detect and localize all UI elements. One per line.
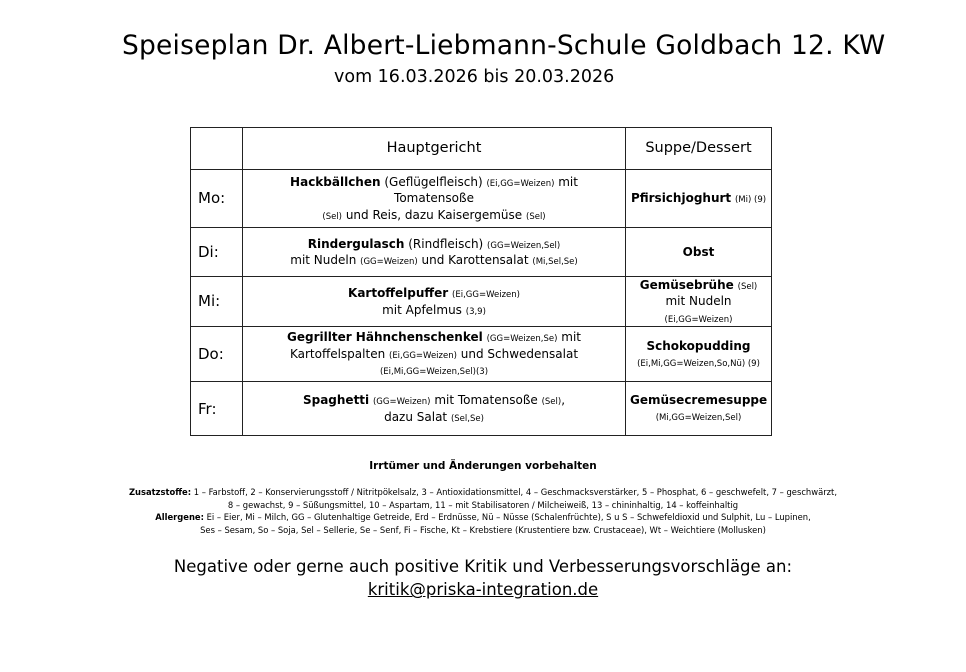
main-dish-text: (Mi,Sel,Se) xyxy=(532,257,578,267)
main-dish-text: und Karottensalat xyxy=(417,253,533,267)
day-label: Fr: xyxy=(191,382,243,436)
soup-dessert-text: (Ei,GG=Weizen) xyxy=(664,314,733,325)
main-dish-text: Spaghetti xyxy=(302,393,370,408)
main-dish-text: Kartoffelpuffer xyxy=(348,286,449,301)
menu-row xyxy=(191,228,772,277)
soup-dessert-text: (Mi) (9) xyxy=(734,195,767,206)
soup-dessert-text: Obst xyxy=(682,244,715,259)
menu-row xyxy=(191,277,772,327)
soup-dessert-cell xyxy=(626,170,772,228)
allergens-legend xyxy=(40,511,926,524)
main-dish-text: (GG=Weizen,Sel) xyxy=(487,240,561,251)
menu-row xyxy=(191,382,772,436)
main-dish-text: (Ei,GG=Weizen) xyxy=(452,290,520,301)
menu-row xyxy=(191,170,772,228)
column-header-day xyxy=(191,128,243,170)
allergens-text: Ei – Eier, Mi – Milch, GG – Glutenhaltige Getreide, Erd – Erdnüsse, Nü – Nüsse (Schalenfrüchte), S u S – Schwefeldioxid und Sulphit, Lu – Lupinen, xyxy=(203,512,811,523)
menu-table xyxy=(190,127,772,436)
main-dish-text: und Reis, dazu Kaisergemüse xyxy=(342,207,526,222)
main-dish-text: dazu Salat xyxy=(384,409,451,424)
allergens-text-2: Ses – Sesam, So – Soja, Sel – Sellerie, Se – Senf, Fi – Fische, Kt – Krebstiere (Krustentiere bzw. Crustaceae), Wt – Weichtiere (Mollusken) xyxy=(200,524,766,535)
main-dish-text: Hackbällchen xyxy=(290,174,381,189)
soup-dessert-cell xyxy=(626,228,772,277)
main-dish-text: , xyxy=(561,393,566,408)
main-dish-text: mit xyxy=(557,330,581,345)
soup-dessert-text: (Ei,Mi,GG=Weizen,So,Nü) (9) xyxy=(637,358,760,369)
main-dish-cell xyxy=(243,382,626,436)
allergens-label: Allergene: xyxy=(155,512,204,523)
main-dish-text: (GG=Weizen) xyxy=(360,257,418,267)
column-header-side: Suppe/Dessert xyxy=(626,128,772,170)
main-dish-text: (Ei,GG=Weizen) xyxy=(389,350,457,361)
main-dish-text: (3,9) xyxy=(465,306,486,317)
main-dish-text: (GG=Weizen,Se) xyxy=(486,334,558,345)
day-label: Di: xyxy=(191,228,243,277)
main-dish-text: mit Nudeln xyxy=(290,253,361,267)
day-label: Do: xyxy=(191,327,243,382)
soup-dessert-cell xyxy=(626,277,772,327)
additives-label: Zusatzstoffe: xyxy=(128,487,192,497)
main-dish-text: und Schwedensalat xyxy=(456,346,579,361)
main-dish-text: mit Tomatensoße xyxy=(430,393,542,408)
feedback-email-link[interactable]: kritik@priska-integration.de xyxy=(367,580,599,600)
main-dish-text: (Geflügelfleisch) xyxy=(380,174,487,189)
day-label: Mo: xyxy=(191,170,243,228)
main-dish-text: mit Apfelmus xyxy=(382,302,466,317)
main-dish-cell xyxy=(243,228,626,277)
soup-dessert-text: (Sel) xyxy=(737,282,758,292)
main-dish-text: mit Tomatensoße xyxy=(394,174,578,206)
additives-legend xyxy=(40,486,926,499)
soup-dessert-cell xyxy=(626,382,772,436)
additives-text: 1 – Farbstoff, 2 – Konservierungsstoff / Nitritpökelsalz, 3 – Antioxidationsmittel, 4 – Geschmacksverstärker, 5 – Phosphat, 6 – geschwefelt, 7 – geschwärzt, xyxy=(191,487,837,497)
day-label: Mi: xyxy=(191,277,243,327)
soup-dessert-text: Pfirsichjoghurt xyxy=(630,191,732,206)
main-dish-text: Gegrillter Hähnchenschenkel xyxy=(287,330,483,345)
main-dish-text: (Ei,Mi,GG=Weizen,Sel)(3) xyxy=(379,367,489,378)
page-title: Speiseplan Dr. Albert-Liebmann-Schule Goldbach 12. KW xyxy=(122,30,886,61)
additives-text-2: 8 – gewachst, 9 – Süßungsmittel, 10 – Aspartam, 11 – mit Stabilisatoren / Milcheiweiß, 13 – chininhaltig, 14 – koffeinhaltig xyxy=(227,499,739,510)
disclaimer-note: Irrtümer und Änderungen vorbehalten xyxy=(369,460,597,472)
feedback-block xyxy=(0,555,966,602)
main-dish-cell xyxy=(243,277,626,327)
main-dish-text: Rindergulasch xyxy=(307,236,405,251)
soup-dessert-text: Gemüsecremesuppe xyxy=(630,393,768,408)
column-header-main: Hauptgericht xyxy=(243,128,626,170)
main-dish-cell xyxy=(243,170,626,228)
main-dish-text: (Ei,GG=Weizen) xyxy=(486,178,555,189)
soup-dessert-text: Gemüsebrühe xyxy=(639,278,734,292)
table-header-row xyxy=(191,128,772,170)
feedback-text: Negative oder gerne auch positive Kritik und Verbesserungsvorschläge an: xyxy=(173,557,793,576)
soup-dessert-text: mit Nudeln xyxy=(665,294,732,309)
main-dish-text: (Sel) xyxy=(541,397,562,408)
legend xyxy=(40,486,926,536)
main-dish-text: (GG=Weizen) xyxy=(372,397,431,408)
soup-dessert-text: (Mi,GG=Weizen,Sel) xyxy=(655,413,742,424)
main-dish-text: (Sel) xyxy=(526,211,546,222)
menu-row xyxy=(191,327,772,382)
date-range: vom 16.03.2026 bis 20.03.2026 xyxy=(334,67,615,87)
main-dish-cell xyxy=(243,327,626,382)
main-dish-text: (Sel,Se) xyxy=(450,413,484,424)
soup-dessert-text: Schokopudding xyxy=(646,338,751,353)
main-dish-text: (Rindfleisch) xyxy=(404,236,488,251)
soup-dessert-cell xyxy=(626,327,772,382)
main-dish-text: (Sel) xyxy=(322,211,342,222)
main-dish-text: Kartoffelspalten xyxy=(289,346,389,361)
